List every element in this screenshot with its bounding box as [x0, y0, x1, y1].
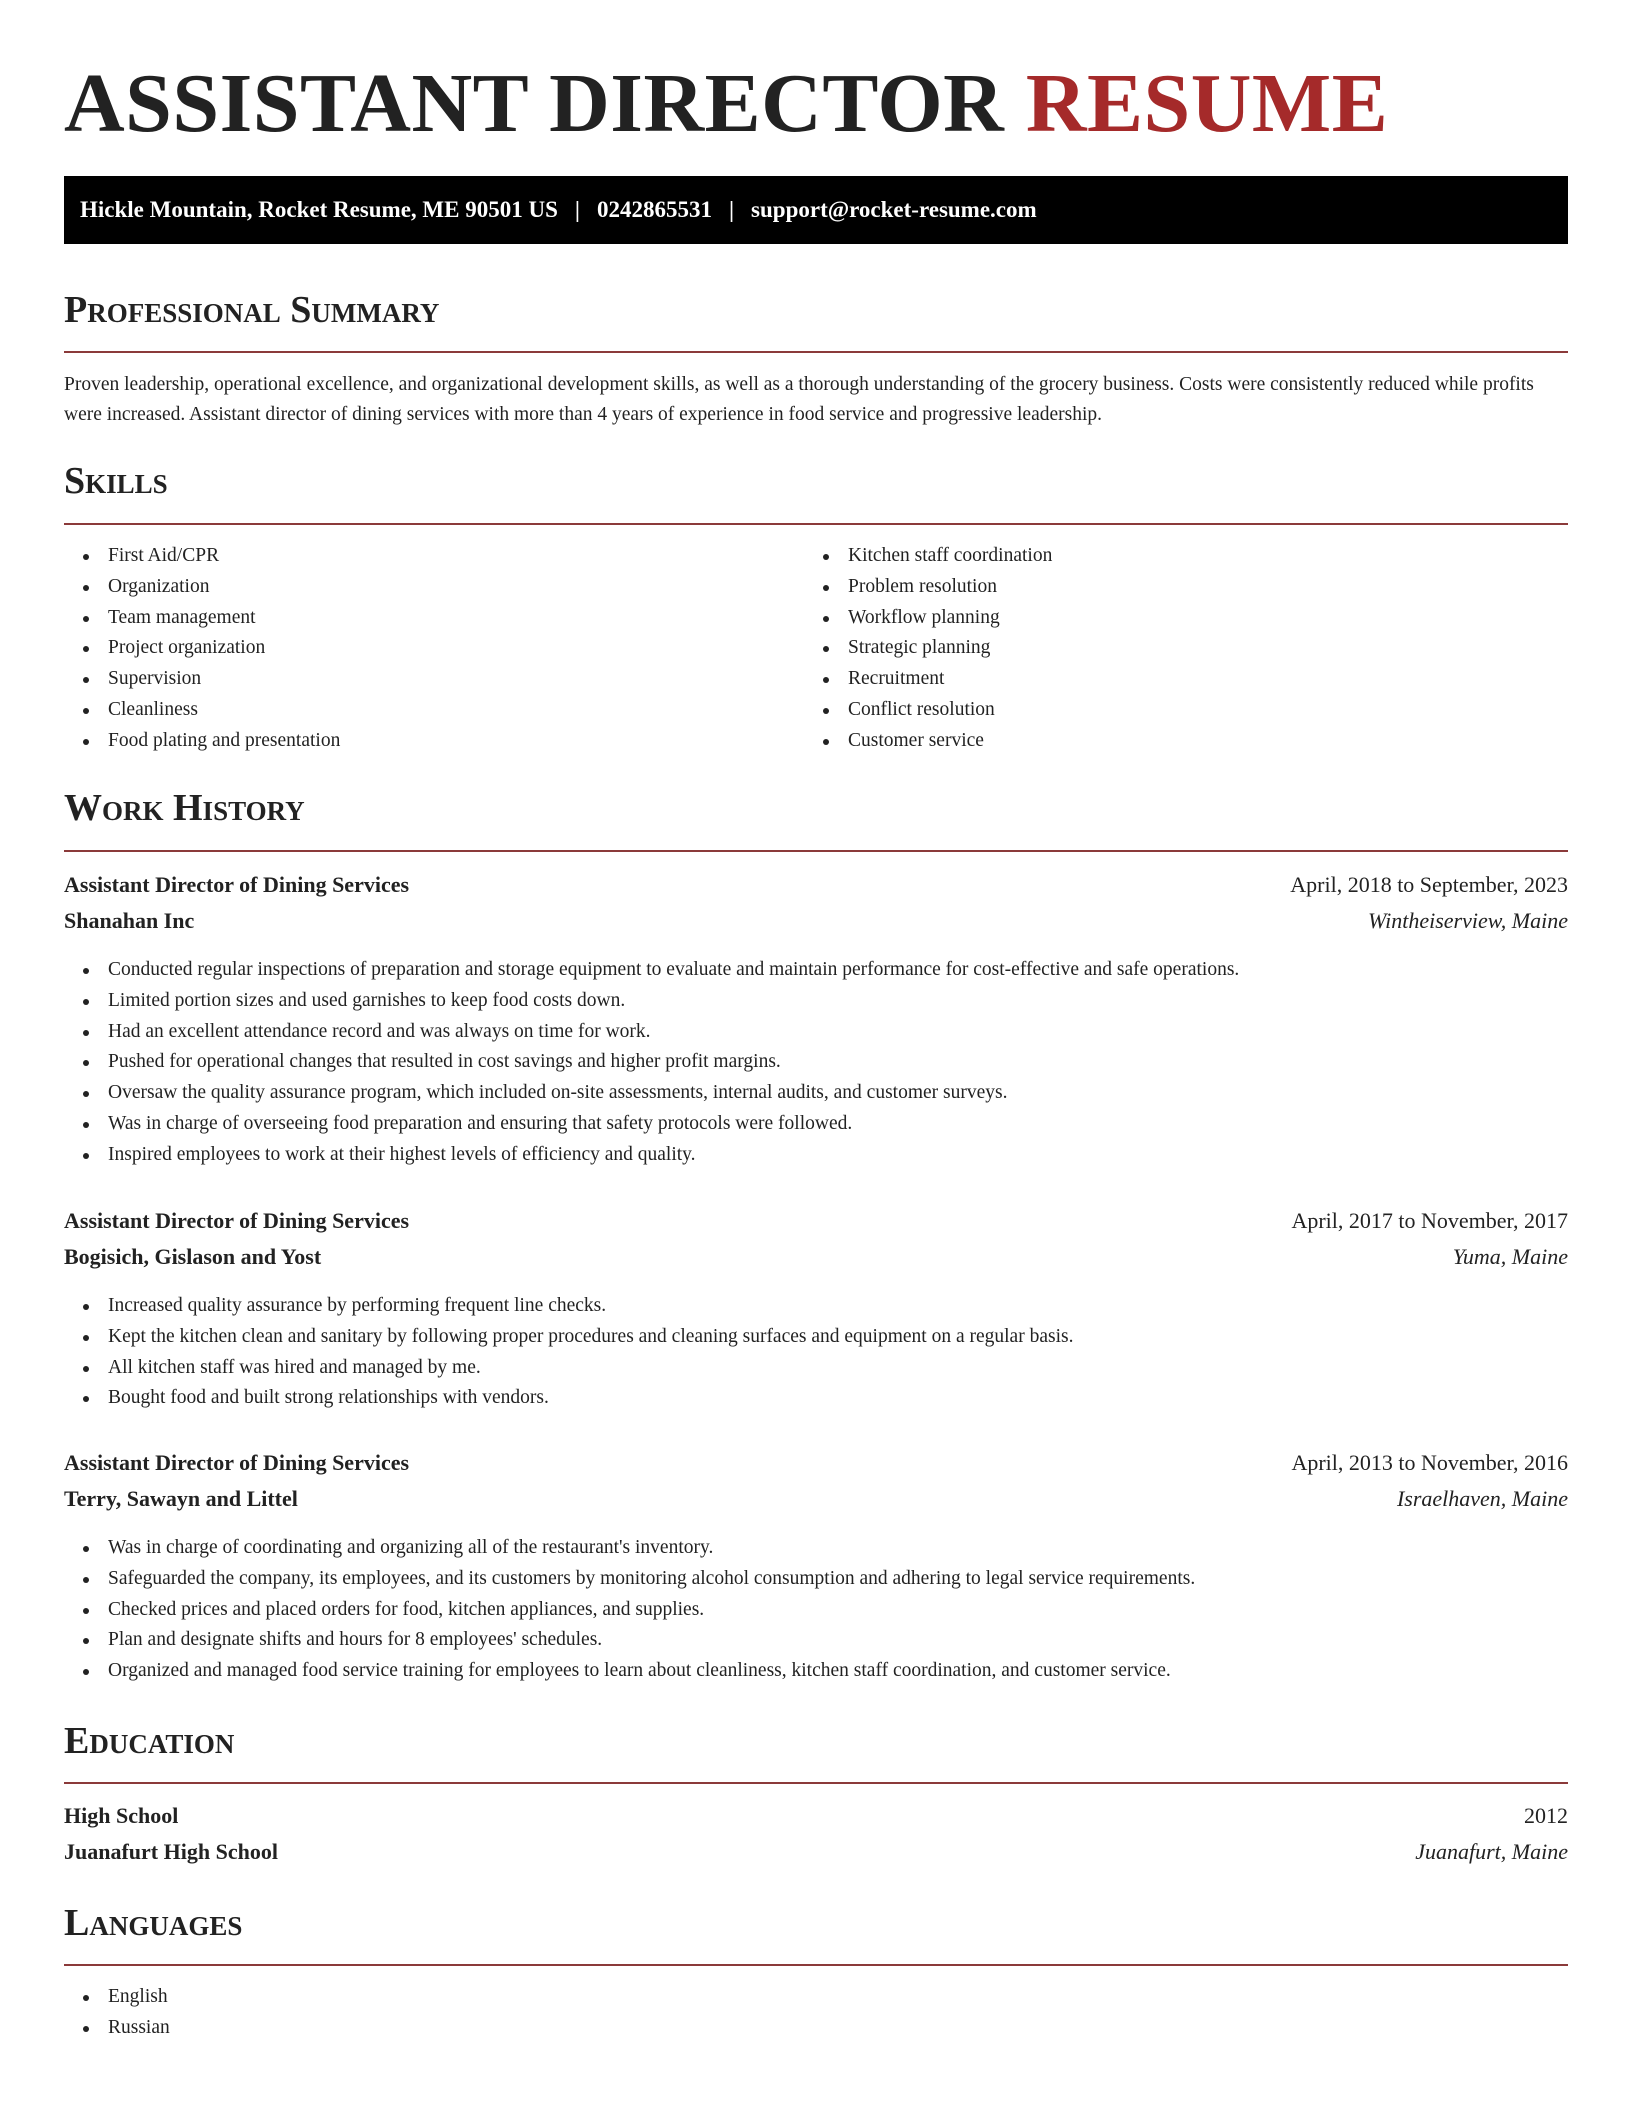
job-bullet: Kept the kitchen clean and sanitary by following proper procedures and cleaning surfaces and equipment on a regular basis.: [64, 1322, 1568, 1353]
job-bullet: Limited portion sizes and used garnishes to keep food costs down.: [64, 986, 1568, 1017]
skills-list-left: [64, 541, 804, 757]
job-dates: April, 2013 to November, 2016: [1291, 1450, 1568, 1475]
skill-item: Customer service: [804, 726, 1544, 757]
skill-item: Problem resolution: [804, 572, 1544, 603]
work-heading: Work History: [64, 787, 305, 829]
job-role: Assistant Director of Dining Services: [64, 1450, 410, 1475]
job-bullet: Increased quality assurance by performing frequent line checks.: [64, 1291, 1568, 1322]
skill-item: Supervision: [64, 664, 804, 695]
languages-heading: Languages: [64, 1902, 243, 1944]
job-bullet: Had an excellent attendance record and was always on time for work.: [64, 1017, 1568, 1048]
skill-item: Recruitment: [804, 664, 1544, 695]
job-company: Bogisich, Gislason and Yost: [64, 1244, 322, 1269]
job-bullet: Oversaw the quality assurance program, which included on-site assessments, internal audits, and customer surveys.: [64, 1078, 1568, 1109]
language-item: Russian: [64, 2013, 804, 2044]
job-bullet: All kitchen staff was hired and managed by me.: [64, 1353, 1568, 1384]
education-degree-row: [64, 1800, 1568, 1832]
job-bullet: Bought food and built strong relationships with vendors.: [64, 1383, 1568, 1414]
contact-phone[interactable]: 0242865531: [596, 197, 712, 222]
job-location: Yuma, Maine: [1452, 1244, 1568, 1269]
skill-item: Workflow planning: [804, 603, 1544, 634]
job-bullet: Conducted regular inspections of preparation and storage equipment to evaluate and maintain performance for cost-effective and safe operations.: [64, 955, 1568, 986]
skill-item: First Aid/CPR: [64, 541, 804, 572]
languages-divider: [64, 1964, 1568, 1966]
summary-divider: [64, 351, 1568, 353]
skills-divider: [64, 523, 1568, 525]
education-heading: Education: [64, 1720, 235, 1762]
languages-list: [64, 1982, 804, 2044]
skill-item: Cleanliness: [64, 695, 804, 726]
job-company-row: [64, 905, 1568, 937]
job-dates: April, 2017 to November, 2017: [1291, 1208, 1568, 1233]
skill-item: Kitchen staff coordination: [804, 541, 1544, 572]
job-company: Shanahan Inc: [64, 908, 195, 933]
skill-item: Team management: [64, 603, 804, 634]
job-company-row: [64, 1483, 1568, 1515]
summary-heading: Professional Summary: [64, 289, 440, 331]
contact-address: Hickle Mountain, Rocket Resume, ME 90501 US: [80, 197, 558, 222]
job-bullet: Was in charge of overseeing food preparation and ensuring that safety protocols were followed.: [64, 1109, 1568, 1140]
title-main: ASSISTANT DIRECTOR: [64, 57, 1005, 150]
job-bullet: Plan and designate shifts and hours for 8 employees' schedules.: [64, 1625, 1568, 1656]
skill-item: Project organization: [64, 633, 804, 664]
summary-text: Proven leadership, operational excellence, and organizational development skills, as well as a thorough understanding of the grocery business. Costs were consistently reduced while profits were increased. Assistant director of dining services with more than 4 years of experience in food service and progressive leadership.: [64, 374, 1534, 425]
job-location: Israelhaven, Maine: [1396, 1486, 1568, 1511]
education-school: Juanafurt High School: [64, 1839, 278, 1864]
contact-separator: |: [728, 197, 735, 222]
education-degree: High School: [64, 1803, 179, 1828]
job-role: Assistant Director of Dining Services: [64, 872, 410, 897]
skills-heading: Skills: [64, 460, 168, 502]
job-company: Terry, Sawayn and Littel: [64, 1486, 298, 1511]
skill-item: Conflict resolution: [804, 695, 1544, 726]
title-accent: RESUME: [1025, 57, 1389, 150]
contact-email[interactable]: support@rocket-resume.com: [751, 197, 1037, 222]
contact-separator: |: [574, 197, 580, 222]
education-location: Juanafurt, Maine: [1415, 1839, 1568, 1864]
education-year: 2012: [1524, 1803, 1568, 1828]
job-title-row: [64, 1205, 1568, 1237]
job-bullet: Organized and managed food service training for employees to learn about cleanliness, kitchen staff coordination, and customer service.: [64, 1656, 1568, 1687]
skill-item: Organization: [64, 572, 804, 603]
skill-item: Food plating and presentation: [64, 726, 804, 757]
job-company-row: [64, 1241, 1568, 1273]
resume-title: [64, 58, 1388, 150]
contact-bar: [64, 176, 1568, 244]
job-bullet: Checked prices and placed orders for food, kitchen appliances, and supplies.: [64, 1595, 1568, 1626]
skill-item: Strategic planning: [804, 633, 1544, 664]
education-school-row: [64, 1836, 1568, 1868]
job-bullet: Inspired employees to work at their highest levels of efficiency and quality.: [64, 1140, 1568, 1171]
job-role: Assistant Director of Dining Services: [64, 1208, 410, 1233]
job-title-row: [64, 1447, 1568, 1479]
skills-list-right: [804, 541, 1544, 757]
job-bullet: Pushed for operational changes that resulted in cost savings and higher profit margins.: [64, 1047, 1568, 1078]
job-location: Wintheiserview, Maine: [1368, 908, 1568, 933]
job-bullets: [64, 955, 1568, 1171]
job-dates: April, 2018 to September, 2023: [1290, 872, 1568, 897]
work-divider: [64, 850, 1568, 852]
job-bullet: Safeguarded the company, its employees, and its customers by monitoring alcohol consumption and adhering to legal service requirements.: [64, 1564, 1568, 1595]
job-bullet: Was in charge of coordinating and organizing all of the restaurant's inventory.: [64, 1533, 1568, 1564]
education-divider: [64, 1782, 1568, 1784]
job-bullets: [64, 1533, 1568, 1687]
job-bullets: [64, 1291, 1568, 1414]
job-title-row: [64, 869, 1568, 901]
language-item: English: [64, 1982, 804, 2013]
